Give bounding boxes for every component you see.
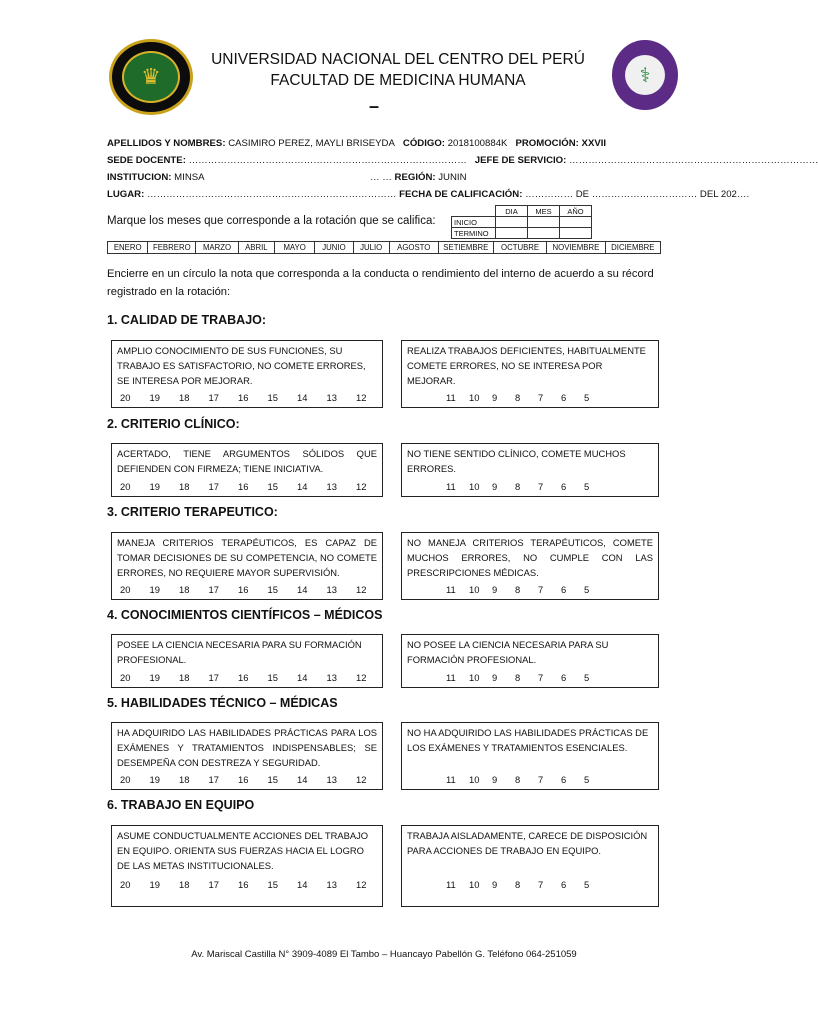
score-option[interactable]: 7 (538, 392, 544, 403)
info-line-lugar (107, 189, 749, 200)
criterion-description: TRABAJA AISLADAMENTE, CARECE DE DISPOSICIÓN PARA ACCIONES DE TRABAJO EN EQUIPO. (407, 830, 648, 856)
fecha-value: …………… DE …………………………… DEL 202…. (525, 189, 750, 200)
score-option[interactable]: 15 (267, 584, 278, 595)
criterion-poor-box (401, 825, 659, 907)
score-option[interactable]: 7 (538, 774, 544, 785)
score-option[interactable]: 15 (267, 392, 278, 403)
section-title: 4. CONOCIMIENTOS CIENTÍFICOS – MÉDICOS (107, 608, 383, 622)
code-label: CÓDIGO: (402, 138, 445, 149)
score-option[interactable]: 17 (208, 481, 219, 492)
section-title: 3. CRITERIO TERAPEUTICO: (107, 505, 278, 519)
score-option[interactable]: 11 (446, 774, 456, 785)
score-options (120, 877, 386, 892)
score-option[interactable]: 10 (469, 879, 480, 890)
score-option[interactable]: 18 (179, 392, 190, 403)
score-option[interactable]: 18 (179, 879, 190, 890)
month-cell[interactable]: ENERO (108, 242, 148, 254)
criterion-good-box (111, 825, 383, 907)
score-option[interactable]: 5 (584, 774, 590, 785)
score-option[interactable]: 6 (561, 584, 567, 595)
score-option[interactable]: 13 (326, 481, 337, 492)
score-option[interactable]: 5 (584, 879, 590, 890)
score-option[interactable]: 9 (492, 584, 498, 595)
code-value: 2018100884K (447, 138, 508, 149)
score-option[interactable]: 20 (120, 481, 131, 492)
date-cell[interactable] (528, 228, 560, 239)
score-option[interactable]: 12 (356, 672, 367, 683)
score-options (120, 772, 386, 787)
score-option[interactable]: 17 (208, 879, 219, 890)
score-option[interactable]: 19 (149, 392, 160, 403)
name-value: CASIMIRO PEREZ, MAYLI BRISEYDA (228, 138, 395, 149)
score-option[interactable]: 13 (326, 879, 337, 890)
score-option[interactable]: 17 (208, 774, 219, 785)
score-options (446, 479, 607, 494)
score-option[interactable]: 10 (469, 481, 480, 492)
score-option[interactable]: 8 (515, 879, 521, 890)
score-option[interactable]: 9 (492, 392, 498, 403)
score-option[interactable]: 13 (326, 672, 337, 683)
score-options (446, 582, 607, 597)
month-cell[interactable]: AGOSTO (389, 242, 438, 254)
months-instruction: Marque los meses que corresponde a la rotación que se califica: (107, 215, 436, 227)
section-title: 5. HABILIDADES TÉCNICO – MÉDICAS (107, 696, 338, 710)
date-cell[interactable] (528, 217, 560, 228)
score-options (120, 479, 386, 494)
header-dash: – (369, 96, 380, 116)
score-option[interactable]: 14 (297, 879, 308, 890)
score-option[interactable]: 5 (584, 584, 590, 595)
score-option[interactable]: 19 (149, 879, 160, 890)
score-options (446, 670, 607, 685)
score-option[interactable]: 15 (267, 481, 278, 492)
score-option[interactable]: 13 (326, 584, 337, 595)
score-option[interactable]: 10 (469, 672, 480, 683)
inst-label: INSTITUCION: (107, 172, 172, 183)
dates-header: MES (528, 206, 560, 217)
sede-value: …………………………………………………………………………… (188, 155, 467, 166)
criterion-poor-box (401, 340, 659, 408)
criterion-good-box (111, 340, 383, 408)
score-option[interactable]: 6 (561, 392, 567, 403)
score-option[interactable]: 5 (584, 481, 590, 492)
section-title: 6. TRABAJO EN EQUIPO (107, 798, 255, 812)
date-cell[interactable] (560, 217, 592, 228)
dates-row-label: INICIO (452, 217, 496, 228)
score-option[interactable]: 11 (446, 672, 456, 683)
score-options (446, 390, 607, 405)
info-line-institution (107, 172, 205, 183)
month-cell[interactable]: OCTUBRE (493, 242, 546, 254)
score-option[interactable]: 19 (149, 481, 160, 492)
score-options (446, 877, 607, 892)
score-option[interactable]: 11 (446, 392, 456, 403)
score-option[interactable]: 12 (356, 774, 367, 785)
score-option[interactable]: 7 (538, 672, 544, 683)
score-option[interactable]: 12 (356, 879, 367, 890)
score-option[interactable]: 13 (326, 392, 337, 403)
criterion-description: NO POSEE LA CIENCIA NECESARIA PARA SU FORMACIÓN PROFESIONAL. (407, 639, 609, 665)
region-label: REGIÓN: (394, 172, 436, 183)
date-cell[interactable] (560, 228, 592, 239)
score-option[interactable]: 20 (120, 879, 131, 890)
dates-table (451, 205, 592, 239)
score-option[interactable]: 7 (538, 879, 544, 890)
score-option[interactable]: 16 (238, 481, 249, 492)
score-option[interactable]: 7 (538, 584, 544, 595)
name-label: APELLIDOS Y NOMBRES: (107, 138, 226, 149)
score-option[interactable]: 9 (492, 774, 498, 785)
score-option[interactable]: 12 (356, 481, 367, 492)
score-option[interactable]: 15 (267, 879, 278, 890)
criterion-good-box (111, 443, 383, 497)
criterion-good-box (111, 722, 383, 790)
lugar-value: …………………………………………………………………… (146, 189, 397, 200)
criterion-poor-box (401, 532, 659, 600)
score-option[interactable]: 16 (238, 672, 249, 683)
criterion-description: REALIZA TRABAJOS DEFICIENTES, HABITUALMENTE COMETE ERRORES, NO SE INTERESA POR MEJORAR. (407, 345, 646, 386)
score-option[interactable]: 19 (149, 672, 160, 683)
footer-address: Av. Mariscal Castilla N° 3909-4089 El Tambo – Huancayo Pabellón G. Teléfono 064-251059 (191, 949, 577, 960)
criterion-description: HA ADQUIRIDO LAS HABILIDADES PRÁCTICAS PARA LOS EXÁMENES Y TRATAMIENTOS INDISPENSABLES; SE DESEMPEÑA CON DESTREZA Y SEGURIDAD. (117, 727, 377, 768)
score-option[interactable]: 14 (297, 392, 308, 403)
score-option[interactable]: 8 (515, 481, 521, 492)
score-option[interactable]: 20 (120, 584, 131, 595)
score-option[interactable]: 17 (208, 584, 219, 595)
dates-header: AÑO (560, 206, 592, 217)
criterion-good-box (111, 532, 383, 600)
score-option[interactable]: 19 (149, 774, 160, 785)
criterion-description: NO MANEJA CRITERIOS TERAPÉUTICOS, COMETE MUCHOS ERRORES, NO CUMPLE CON LAS PRESCRIPCIONES MÉDICAS. (407, 537, 653, 578)
sede-label: SEDE DOCENTE: (107, 155, 186, 166)
month-cell[interactable]: ABRIL (238, 242, 274, 254)
university-logo: ♛ (109, 39, 193, 115)
jefe-value: …………………………………………………………………… (569, 155, 818, 166)
score-options (120, 390, 386, 405)
criterion-poor-box (401, 634, 659, 688)
info-line-name (107, 138, 606, 149)
score-option[interactable]: 18 (179, 584, 190, 595)
score-option[interactable]: 9 (492, 879, 498, 890)
score-options (446, 772, 607, 787)
criterion-poor-box (401, 722, 659, 790)
score-options (120, 582, 386, 597)
score-option[interactable]: 11 (446, 879, 456, 890)
criterion-poor-box (401, 443, 659, 497)
month-cell[interactable]: SETIEMBRE (438, 242, 493, 254)
score-option[interactable]: 5 (584, 672, 590, 683)
lugar-label: LUGAR: (107, 189, 145, 200)
criterion-description: NO HA ADQUIRIDO LAS HABILIDADES PRÁCTICAS DE LOS EXÁMENES Y TRATAMIENTOS ESENCIALES. (407, 727, 649, 753)
score-option[interactable]: 19 (149, 584, 160, 595)
score-option[interactable]: 10 (469, 774, 480, 785)
score-option[interactable]: 14 (297, 672, 308, 683)
score-option[interactable]: 6 (561, 879, 567, 890)
score-option[interactable]: 16 (238, 584, 249, 595)
month-cell[interactable]: MAYO (274, 242, 314, 254)
score-option[interactable]: 12 (356, 584, 367, 595)
score-option[interactable]: 8 (515, 392, 521, 403)
criterion-description: AMPLIO CONOCIMIENTO DE SUS FUNCIONES, SU TRABAJO ES SATISFACTORIO, NO COMETE ERRORES, SE INTERESA POR MEJORAR. (117, 345, 366, 386)
score-option[interactable]: 8 (515, 774, 521, 785)
faculty-logo: ⚕ (612, 40, 678, 110)
score-option[interactable]: 11 (446, 481, 456, 492)
score-option[interactable]: 10 (469, 392, 480, 403)
jefe-label: JEFE DE SERVICIO: (474, 155, 567, 166)
score-option[interactable]: 7 (538, 481, 544, 492)
info-line-region (370, 172, 467, 183)
score-option[interactable]: 15 (267, 672, 278, 683)
criterion-description: NO TIENE SENTIDO CLÍNICO, COMETE MUCHOS ERRORES. (407, 448, 626, 474)
score-option[interactable]: 17 (208, 672, 219, 683)
score-options (120, 670, 386, 685)
date-cell[interactable] (496, 228, 528, 239)
dates-header: DIA (496, 206, 528, 217)
section-title: 1. CALIDAD DE TRABAJO: (107, 313, 267, 327)
score-option[interactable]: 8 (515, 672, 521, 683)
faculty-title: FACULTAD DE MEDICINA HUMANA (270, 72, 526, 89)
region-value: JUNIN (438, 172, 467, 183)
score-option[interactable]: 10 (469, 584, 480, 595)
date-cell[interactable] (496, 217, 528, 228)
score-option[interactable]: 8 (515, 584, 521, 595)
criterion-description: ACERTADO, TIENE ARGUMENTOS SÓLIDOS QUE DEFIENDEN CON FIRMEZA; TIENE INICIATIVA. (117, 448, 377, 474)
score-option[interactable]: 11 (446, 584, 456, 595)
promo-value: XXVII (581, 138, 607, 149)
score-option[interactable]: 18 (179, 481, 190, 492)
score-option[interactable]: 18 (179, 774, 190, 785)
score-option[interactable]: 6 (561, 481, 567, 492)
score-option[interactable]: 14 (297, 584, 308, 595)
month-cell[interactable]: FEBRERO (148, 242, 196, 254)
score-option[interactable]: 6 (561, 774, 567, 785)
score-option[interactable]: 20 (120, 392, 131, 403)
score-option[interactable]: 14 (297, 774, 308, 785)
dates-row-label: TERMINO (452, 228, 496, 239)
criterion-good-box (111, 634, 383, 688)
score-option[interactable]: 20 (120, 774, 131, 785)
score-option[interactable]: 14 (297, 481, 308, 492)
month-cell[interactable]: JUNIO (315, 242, 353, 254)
region-prefix: … … (370, 172, 392, 183)
score-option[interactable]: 6 (561, 672, 567, 683)
info-line-sede (107, 155, 818, 166)
instructions-text: Encierre en un círculo la nota que corresponda a la conducta o rendimiento del interno de acuerdo a su récord registrado en la rotación: (107, 268, 654, 298)
score-option[interactable]: 5 (584, 392, 590, 403)
score-option[interactable]: 16 (238, 392, 249, 403)
criterion-description: POSEE LA CIENCIA NECESARIA PARA SU FORMACIÓN PROFESIONAL. (117, 639, 362, 665)
score-option[interactable]: 9 (492, 481, 498, 492)
section-title: 2. CRITERIO CLÍNICO: (107, 417, 240, 431)
month-cell[interactable]: MARZO (196, 242, 239, 254)
fecha-label: FECHA DE CALIFICACIÓN: (399, 189, 523, 200)
promo-label: PROMOCIÓN: (515, 138, 579, 149)
score-option[interactable]: 20 (120, 672, 131, 683)
score-option[interactable]: 16 (238, 879, 249, 890)
score-option[interactable]: 16 (238, 774, 249, 785)
score-option[interactable]: 18 (179, 672, 190, 683)
score-option[interactable]: 9 (492, 672, 498, 683)
month-cell[interactable]: DICIEMBRE (605, 242, 660, 254)
criterion-description: MANEJA CRITERIOS TERAPÉUTICOS, ES CAPAZ DE TOMAR DECISIONES DE SU COMPETENCIA, NO COMETE ERRORES, NO REQUIERE MAYOR SUPERVISIÓN. (117, 537, 377, 578)
month-cell[interactable]: JULIO (353, 242, 389, 254)
university-title: UNIVERSIDAD NACIONAL DEL CENTRO DEL PERÚ (211, 51, 585, 68)
score-option[interactable]: 12 (356, 392, 367, 403)
score-option[interactable]: 17 (208, 392, 219, 403)
inst-value: MINSA (174, 172, 205, 183)
month-cell[interactable]: NOVIEMBRE (547, 242, 605, 254)
score-option[interactable]: 15 (267, 774, 278, 785)
months-table (107, 241, 661, 254)
score-option[interactable]: 13 (326, 774, 337, 785)
criterion-description: ASUME CONDUCTUALMENTE ACCIONES DEL TRABAJO EN EQUIPO. ORIENTA SUS FUERZAS HACIA EL LOGRO DE LAS METAS INSTITUCIONALES. (117, 830, 369, 871)
